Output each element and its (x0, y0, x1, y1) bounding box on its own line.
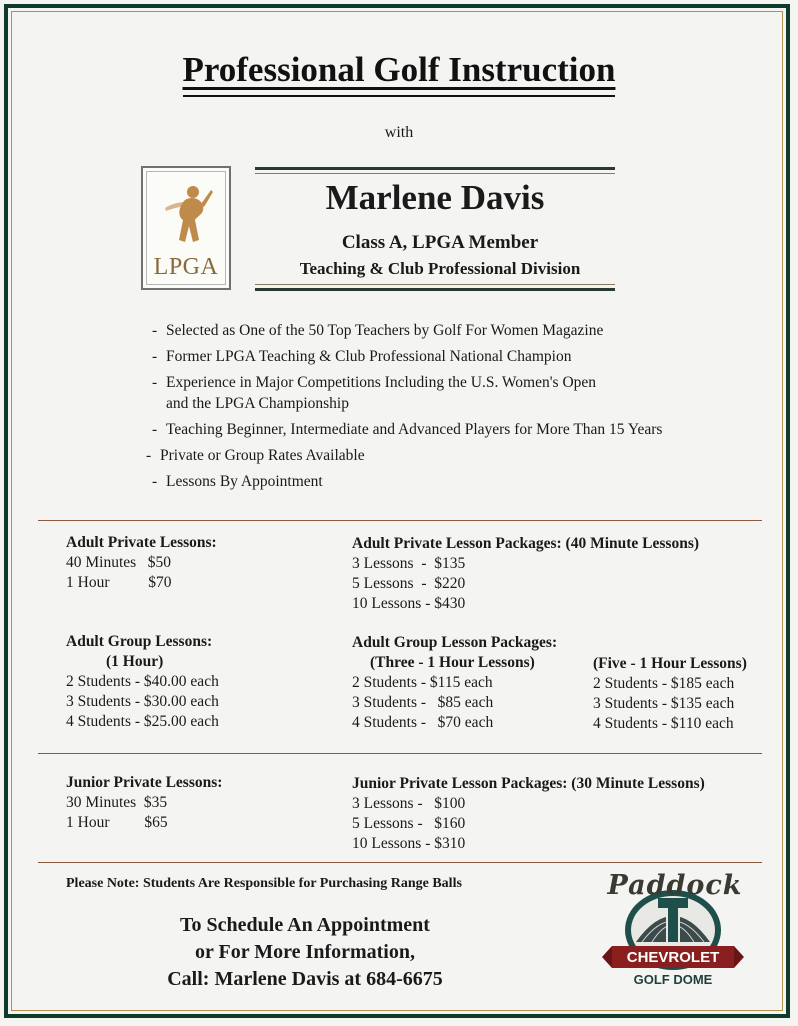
section-subheading: (Five - 1 Hour Lessons) (593, 655, 747, 672)
paddock-golf-dome-logo (598, 868, 748, 997)
price-row: 1 Hour $65 (66, 814, 168, 831)
adult-group-packages (352, 633, 557, 733)
price-row: 30 Minutes $35 (66, 794, 168, 811)
price-row: 3 Students - $135 each (593, 695, 735, 712)
price-row: 40 Minutes $50 (66, 554, 172, 571)
instructor-division: Teaching & Club Professional Division (299, 259, 581, 278)
price-row: 1 Hour $70 (66, 574, 172, 591)
price-row: 3 Lessons - $100 (352, 795, 466, 812)
schedule-line: or For More Information, (195, 941, 415, 963)
page-title: Professional Golf Instruction (0, 50, 798, 97)
paddock-script-text: Paddock (607, 870, 743, 901)
list-item-continuation: and the LPGA Championship (166, 395, 349, 412)
list-item: - Selected as One of the 50 Top Teachers by Golf For Women Magazine (152, 320, 662, 341)
price-row: 5 Lessons - $220 (352, 575, 466, 592)
price-row: 10 Lessons - $430 (352, 595, 466, 612)
section-heading: Junior Private Lesson Packages: (30 Minute Lessons) (352, 775, 705, 792)
list-item: - Lessons By Appointment (152, 471, 662, 492)
section-heading: Adult Private Lessons: (66, 534, 217, 551)
price-row: 4 Students - $25.00 each (66, 713, 219, 730)
list-item: - Former LPGA Teaching & Club Professional National Champion (152, 346, 662, 367)
section-divider (38, 520, 762, 521)
section-heading: Adult Group Lessons: (66, 633, 213, 650)
section-heading: Adult Group Lesson Packages: (352, 634, 558, 651)
price-row: 5 Lessons - $160 (352, 815, 466, 832)
junior-private-lessons (66, 773, 222, 833)
range-balls-note: Please Note: Students Are Responsible for Purchasing Range Balls (66, 876, 462, 891)
highlights-list (152, 320, 662, 492)
price-row: 3 Students - $30.00 each (66, 693, 219, 710)
list-item: - Private or Group Rates Available (146, 445, 656, 466)
price-row: 2 Students - $115 each (352, 674, 493, 691)
price-row: 3 Lessons - $135 (352, 555, 466, 572)
adult-private-packages (352, 534, 699, 614)
price-row: 10 Lessons - $310 (352, 835, 466, 852)
section-subheading: (1 Hour) (106, 653, 164, 670)
instructor-class: Class A, LPGA Member (341, 232, 539, 253)
page-inner-border (11, 11, 783, 1011)
adult-group-lessons (66, 632, 219, 732)
price-row: 4 Students - $110 each (593, 715, 734, 732)
name-top-rule-thin (255, 173, 615, 174)
lpga-logo-text: LPGA (153, 254, 219, 280)
instructor-name: Marlene Davis (325, 178, 545, 217)
name-bottom-rule-thin (255, 284, 615, 285)
with-text: with (384, 124, 414, 141)
section-heading: Junior Private Lessons: (66, 774, 223, 791)
list-item: - Teaching Beginner, Intermediate and Advanced Players for More Than 15 Years (152, 419, 662, 440)
section-divider (38, 753, 762, 754)
junior-private-packages (352, 774, 705, 854)
price-row: 2 Students - $185 each (593, 675, 735, 692)
lpga-logo (141, 166, 231, 290)
section-heading: Adult Private Lesson Packages: (40 Minute Lessons) (352, 535, 700, 552)
list-item: - Experience in Major Competitions Including the U.S. Women's Open (152, 372, 662, 393)
chevrolet-banner-text: CHEVROLET (626, 949, 720, 966)
price-row: 3 Students - $85 each (352, 694, 494, 711)
price-row: 4 Students - $70 each (352, 714, 494, 731)
section-subheading: (Three - 1 Hour Lessons) (370, 654, 535, 671)
adult-private-lessons (66, 533, 217, 593)
schedule-line: Call: Marlene Davis at 684-6675 (167, 968, 443, 990)
schedule-line: To Schedule An Appointment (180, 914, 430, 936)
section-divider (38, 862, 762, 863)
adult-group-packages-five (593, 654, 747, 734)
golf-dome-text: GOLF DOME (633, 972, 713, 987)
name-bottom-rule (255, 288, 615, 291)
schedule-info (130, 912, 480, 993)
price-row: 2 Students - $40.00 each (66, 673, 219, 690)
name-top-rule (255, 167, 615, 170)
golfer-icon (157, 180, 217, 252)
